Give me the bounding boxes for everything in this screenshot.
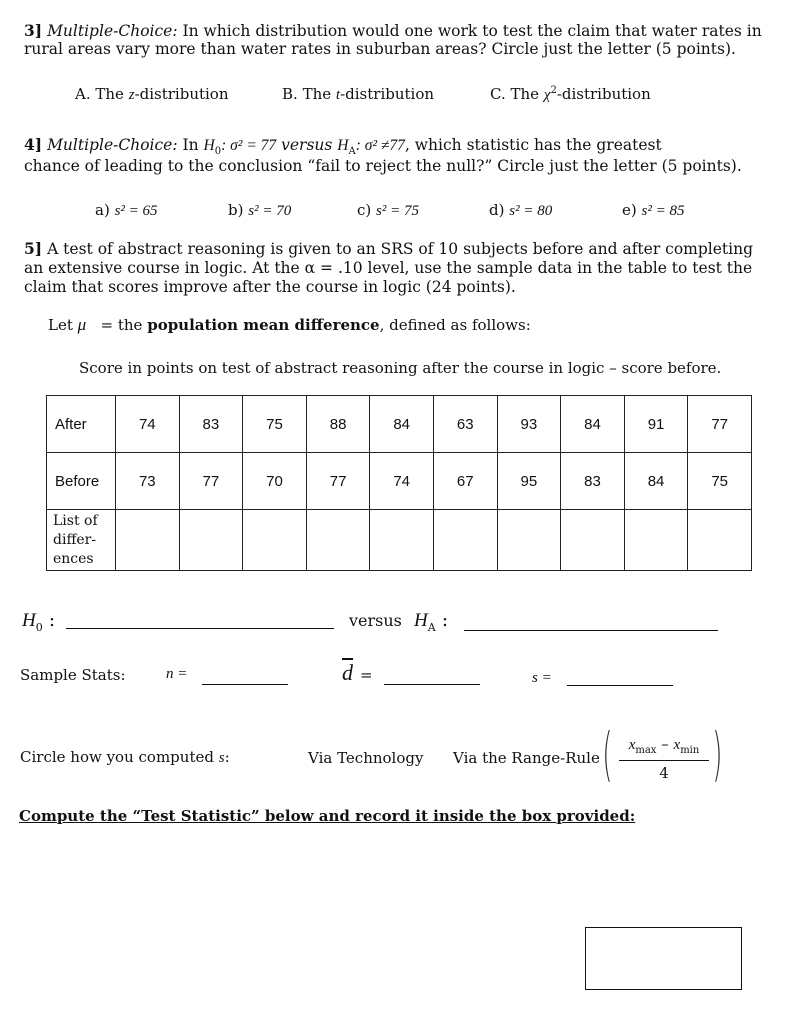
q3-text-line2: rural areas vary more than water rates in suburban areas? Circle just the letter (5 points). (24, 40, 736, 58)
n-label: n = (166, 666, 188, 682)
q3-text: In which distribution would one work to test the claim that water rates in (182, 22, 762, 40)
row-label-before: Before (47, 453, 116, 510)
compute-instruction: Compute the “Test Statistic” below and record it inside the box provided: (19, 807, 636, 825)
fraction-bar (619, 760, 709, 761)
test-statistic-answer-box[interactable] (585, 927, 742, 990)
q3-kind: Multiple-Choice: (47, 22, 178, 40)
after-cell: 93 (497, 396, 561, 453)
range-fraction-denominator: 4 (659, 764, 669, 782)
table-row-differences (47, 510, 752, 571)
row-label-after: After (47, 396, 116, 453)
s-answer-line[interactable] (567, 685, 673, 686)
table-row-after (47, 396, 752, 453)
q5-text-line2: an extensive course in logic. At the α = .10 level, use the sample data in the table to test the (24, 259, 753, 277)
after-cell: 84 (561, 396, 625, 453)
right-paren-icon: ) (712, 720, 723, 788)
after-cell: 91 (624, 396, 688, 453)
ha-answer-line[interactable] (464, 630, 718, 631)
circle-method-label: Circle how you computed s: (20, 748, 230, 766)
after-cell: 84 (370, 396, 434, 453)
row-label-differences: List of differ- ences (47, 510, 116, 571)
q4-option-e[interactable]: e) s² = 85 (622, 201, 685, 219)
before-cell: 75 (688, 453, 752, 510)
q3-text-line1 (24, 22, 764, 40)
difference-cell[interactable] (370, 510, 434, 571)
q4-number: 4] (24, 135, 43, 154)
difference-cell[interactable] (561, 510, 625, 571)
difference-cell[interactable] (179, 510, 243, 571)
q5-number: 5] (24, 239, 43, 258)
s-label: s = (532, 670, 552, 686)
versus-label: versus (349, 611, 402, 630)
h0-answer-line[interactable] (66, 628, 334, 629)
q4-option-b[interactable]: b) s² = 70 (228, 201, 292, 219)
q4-option-d[interactable]: d) s² = 80 (489, 201, 553, 219)
difference-cell[interactable] (306, 510, 370, 571)
after-cell: 77 (688, 396, 752, 453)
after-cell: 63 (433, 396, 497, 453)
difference-cell[interactable] (624, 510, 688, 571)
after-cell: 74 (116, 396, 180, 453)
q4-kind: Multiple-Choice: (47, 136, 178, 154)
paired-data-table (46, 395, 752, 571)
difference-cell[interactable] (243, 510, 307, 571)
q4-text-line1: 4] Multiple-Choice: In $H_0$: σ² = 77 versus $H_A$: σ² ≠77, which statistic has the greatest (24, 135, 662, 158)
q3-option-a[interactable]: A. The z-distribution (75, 85, 229, 103)
before-cell: 67 (433, 453, 497, 510)
left-paren-icon: ( (602, 720, 613, 788)
n-answer-line[interactable] (202, 684, 288, 685)
ha-label: $H_A$ : (414, 609, 449, 634)
before-cell: 84 (624, 453, 688, 510)
q3-option-b[interactable]: B. The t-distribution (282, 85, 435, 103)
q5-let-statement: Let μ = the population mean difference, defined as follows: (48, 315, 531, 334)
sample-stats-label: Sample Stats: (20, 666, 126, 684)
before-cell: 77 (179, 453, 243, 510)
via-range-rule-option[interactable]: Via the Range-Rule (453, 749, 600, 767)
h0-label: $H_0$ : (22, 609, 56, 634)
after-cell: 88 (306, 396, 370, 453)
before-cell: 74 (370, 453, 434, 510)
table-row-before (47, 453, 752, 510)
via-technology-option[interactable]: Via Technology (308, 749, 424, 767)
q4-option-c[interactable]: c) s² = 75 (357, 201, 420, 219)
q3-option-c[interactable]: C. The $\chi^2$-distribution (490, 85, 651, 103)
q4-option-a[interactable]: a) s² = 65 (95, 201, 158, 219)
before-cell: 95 (497, 453, 561, 510)
before-cell: 83 (561, 453, 625, 510)
difference-cell[interactable] (688, 510, 752, 571)
dbar-answer-line[interactable] (384, 684, 480, 685)
before-cell: 70 (243, 453, 307, 510)
q5-definition: Score in points on test of abstract reasoning after the course in logic – score before. (79, 359, 722, 377)
dbar-label: $\overline{d}$ = (342, 660, 373, 685)
q5-text-line3: claim that scores improve after the course in logic (24 points). (24, 278, 516, 296)
difference-cell[interactable] (116, 510, 180, 571)
range-fraction-numerator: $x_{max} - x_{min}$ (628, 735, 700, 756)
q3-number: 3] (24, 21, 43, 40)
before-cell: 77 (306, 453, 370, 510)
difference-cell[interactable] (497, 510, 561, 571)
q5-text-line1: 5] A test of abstract reasoning is given to an SRS of 10 subjects before and after completing (24, 239, 754, 258)
after-cell: 75 (243, 396, 307, 453)
before-cell: 73 (116, 453, 180, 510)
difference-cell[interactable] (433, 510, 497, 571)
after-cell: 83 (179, 396, 243, 453)
q4-text-line2: chance of leading to the conclusion “fail to reject the null?” Circle just the letter (5 points). (24, 157, 742, 175)
